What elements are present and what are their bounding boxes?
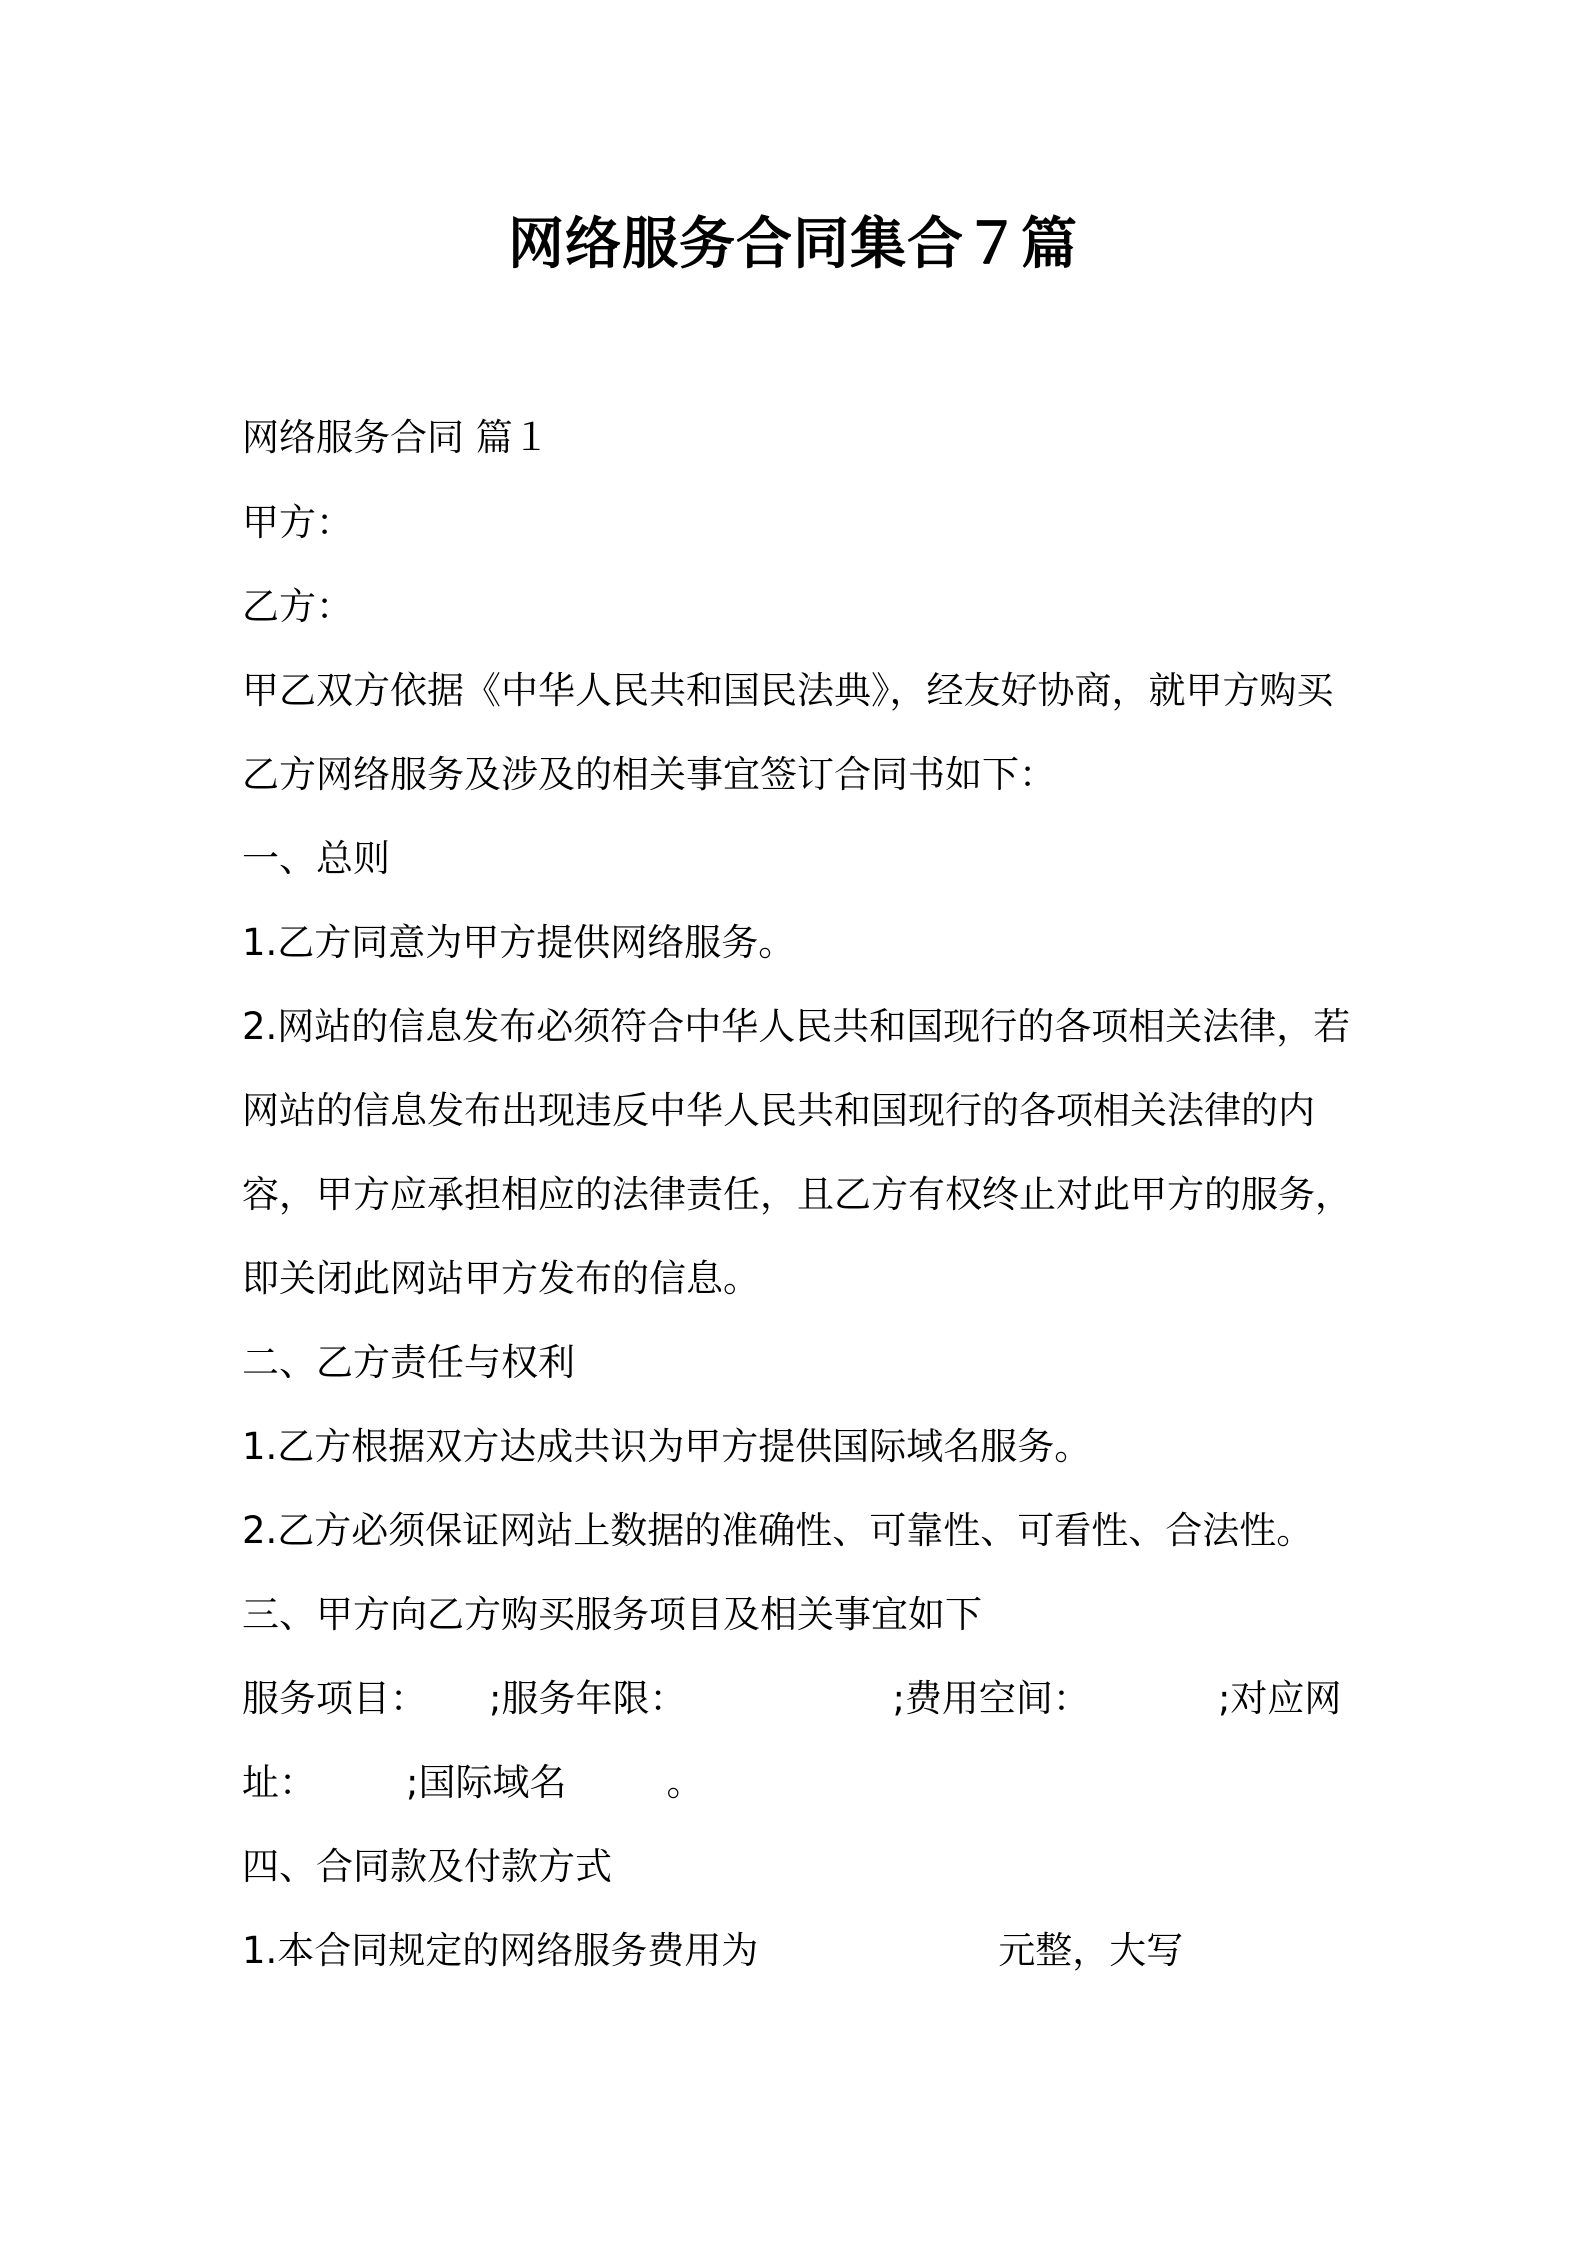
domain-label: ;国际域名 [406,1761,567,1804]
clause-heading-general: 一、总则 [242,837,390,880]
section-heading-part1: 网络服务合同 篇１ [242,416,550,459]
line-end-mark: 。 [666,1761,704,1804]
service-fields-line [242,1758,703,1808]
service-fields-line [242,1674,1341,1724]
body-line: 甲乙双方依据《中华人民共和国民法典》，经友好协商，就甲方购买 [242,669,1334,712]
body-line: 1.乙方同意为甲方提供网络服务。 [242,921,796,964]
clause-heading-services: 三、甲方向乙方购买服务项目及相关事宜如下 [242,1593,982,1636]
body-line: 1.乙方根据双方达成共识为甲方提供国际域名服务。 [242,1425,1092,1468]
party-a-line: 甲方： [242,501,353,544]
payment-line [242,1926,1183,1976]
party-b-line: 乙方： [242,585,353,628]
body-line: 即关闭此网站甲方发布的信息。 [242,1257,760,1300]
fee-label: 1.本合同规定的网络服务费用为 [242,1929,759,1972]
service-item-label: 服务项目： [242,1677,427,1720]
body-line: 网站的信息发布出现违反中华人民共和国现行的各项相关法律的内 [242,1089,1315,1132]
fee-suffix: 元整，大写 [998,1929,1184,1972]
clause-heading-payment: 四、合同款及付款方式 [242,1845,612,1888]
service-term-label: ;服务年限： [489,1677,687,1720]
body-line: 2.乙方必须保证网站上数据的准确性、可靠性、可看性、合法性。 [242,1509,1314,1552]
website-label: ;对应网 [1217,1677,1342,1720]
space-fee-label: ;费用空间： [892,1677,1090,1720]
clause-heading-party-b: 二、乙方责任与权利 [242,1341,575,1384]
body-line: 2.网站的信息发布必须符合中华人民共和国现行的各项相关法律，若 [242,1005,1351,1048]
document-title: 网络服务合同集合７篇 [508,212,1078,277]
body-line: 乙方网络服务及涉及的相关事宜签订合同书如下： [242,753,1056,796]
body-line: 容，甲方应承担相应的法律责任，且乙方有权终止对此甲方的服务， [242,1173,1352,1216]
website-label-cont: 址： [242,1761,316,1804]
